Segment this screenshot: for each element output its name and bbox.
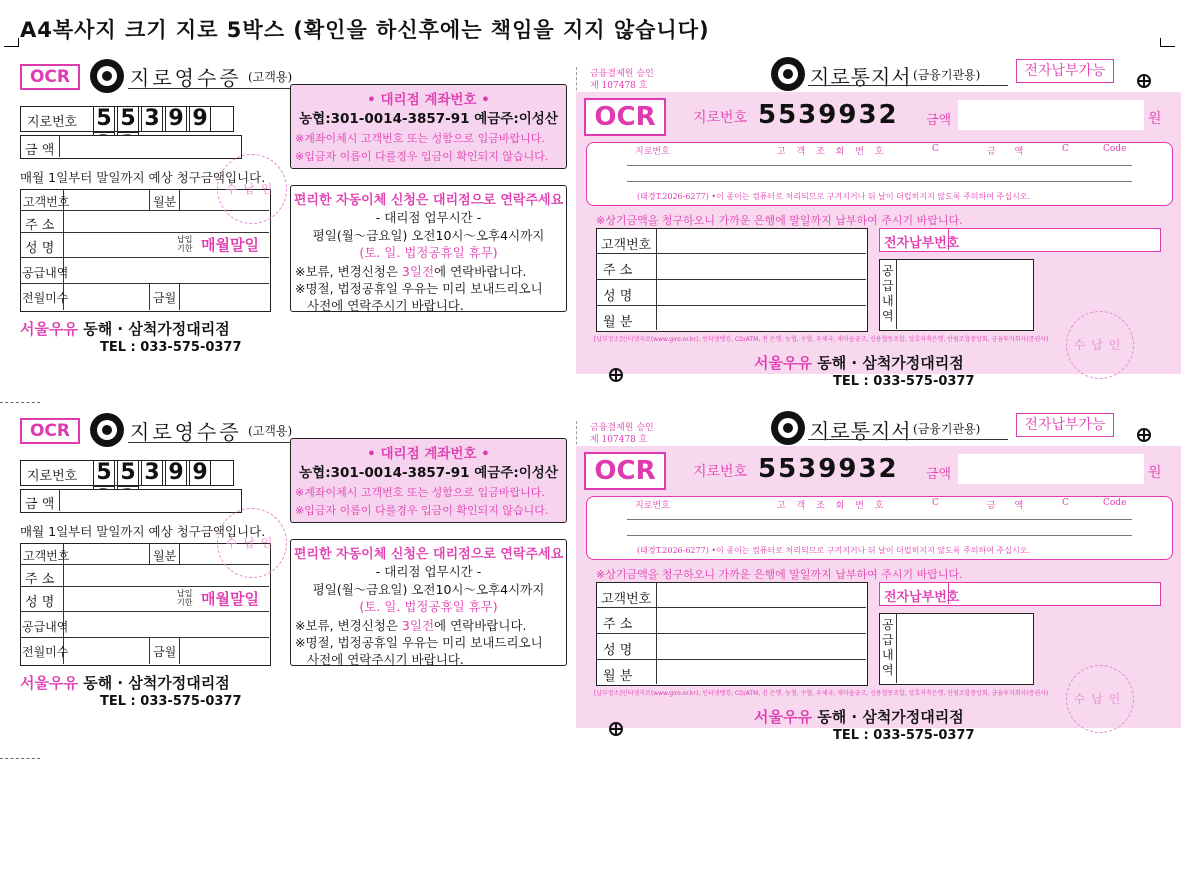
month-label: 월분 xyxy=(153,549,177,563)
col-giro: 지로번호 xyxy=(635,147,670,157)
col-amount: 금 액 xyxy=(987,501,1032,511)
due-small-label: 납입 기한 xyxy=(177,589,193,607)
this-month-label: 금월 xyxy=(153,291,177,305)
ocr-badge: OCR xyxy=(584,452,666,490)
agency-account-panel xyxy=(290,84,567,169)
note-text: ※보류, 변경신청은 xyxy=(295,264,402,279)
payment-places: [납부장소]인터넷지로(www.giro.or.kr), 인터넷뱅킹, CD/ATM, 전 은행, 농협, 수협, 우체국, 새마을금고, 신용협동조합, 상호저축은행, 산림조합중앙회, 금융투자회사(증권사) xyxy=(594,336,1049,343)
notice-giro-label: 지로번호 xyxy=(693,110,748,126)
col-c: C xyxy=(932,498,939,508)
notice-table xyxy=(596,582,868,686)
epay-number-box xyxy=(879,228,1161,252)
autopay-note-1 xyxy=(295,262,527,280)
note-text: ※보류, 변경신청은 xyxy=(295,618,402,633)
note-text: 에 연락바랍니다. xyxy=(434,618,527,633)
monthly-note: 매월 1일부터 말일까지 예상 청구금액입니다. xyxy=(20,524,266,539)
autopay-panel xyxy=(290,185,567,312)
crop-mark xyxy=(1160,38,1175,47)
notice-address: 주 소 xyxy=(603,263,633,278)
col-code: Code xyxy=(1103,498,1127,508)
agency-title: • 대리점 계좌번호 • xyxy=(367,446,490,462)
giro-logo-icon xyxy=(771,57,805,91)
digit: 3 xyxy=(141,106,163,132)
ocr-badge: OCR xyxy=(584,98,666,136)
digit: 9 xyxy=(189,460,211,486)
giro-form-set xyxy=(0,62,1181,422)
notice-title: 지로통지서 xyxy=(810,65,912,89)
divider xyxy=(59,136,60,157)
agency-title: • 대리점 계좌번호 • xyxy=(367,92,490,108)
title-underline xyxy=(808,85,1008,86)
notice-amount-label: 금액 xyxy=(926,467,952,482)
request-note: ※상기금액을 청구하오니 가까운 은행에 말일까지 납부하여 주시기 바랍니다. xyxy=(596,568,963,581)
epay-label: 전자납부번호 xyxy=(884,236,960,251)
receipt-stamp: 수납인 xyxy=(217,154,287,224)
due-value: 매월말일 xyxy=(201,236,259,254)
approval-line-2: 제 107478 호 xyxy=(590,81,648,91)
supply-box xyxy=(879,259,1034,331)
crop-mark xyxy=(4,38,19,47)
receipt-title: 지로영수증 xyxy=(130,66,242,90)
giro-number-box xyxy=(20,106,234,132)
digit: 5 xyxy=(93,460,115,486)
cut-line xyxy=(0,758,40,759)
note-text: 에 연락바랍니다. xyxy=(434,264,527,279)
brand-line xyxy=(20,318,230,339)
amount-label: 금 액 xyxy=(25,143,55,158)
hours-title: - 대리점 업무시간 - xyxy=(375,564,482,579)
name-label: 성 명 xyxy=(25,595,55,610)
notice-subtitle: (금융기관용) xyxy=(913,422,981,436)
cut-line xyxy=(0,402,40,403)
giro-number-label: 지로번호 xyxy=(27,469,78,484)
col-amount: 금 액 xyxy=(987,147,1032,157)
notice-giro-number: 5539932 xyxy=(758,454,899,484)
fine-print: (태경T.2026-6277) •이 종이는 컴퓨터로 처리되므로 구겨지거나 뒤 날이 더럽히지지 않도록 주의하여 주십시오. xyxy=(637,546,1030,555)
won-label: 원 xyxy=(1148,465,1162,481)
receipt-title: 지로영수증 xyxy=(130,420,242,444)
crosshair-icon xyxy=(609,368,623,382)
autopay-note-2: ※명절, 법정공휴일 우유는 미리 보내드리오니 xyxy=(295,635,543,650)
request-note: ※상기금액을 청구하오니 가까운 은행에 말일까지 납부하여 주시기 바랍니다. xyxy=(596,214,963,227)
seoul-milk-logo: 서울우유 xyxy=(20,320,78,338)
digit: 9 xyxy=(165,106,187,132)
giro-number-label: 지로번호 xyxy=(27,115,78,130)
crosshair-icon xyxy=(1137,74,1151,88)
brand-name: 동해 · 삼척가정대리점 xyxy=(83,674,230,692)
payment-places: [납부장소]인터넷지로(www.giro.or.kr), 인터넷뱅킹, CD/ATM, 전 은행, 농협, 수협, 우체국, 새마을금고, 신용협동조합, 상호저축은행, 산림조합중앙회, 금융투자회사(증권사) xyxy=(594,690,1049,697)
notice-amount-field xyxy=(958,100,1144,130)
notice-name: 성 명 xyxy=(603,289,633,304)
notice-stamp: 수납인 xyxy=(1066,665,1134,733)
autopay-note-3: 사전에 연락주시기 바랍니다. xyxy=(307,652,464,667)
brand-name: 동해 · 삼척가정대리점 xyxy=(817,708,964,726)
receipt-stamp: 수납인 xyxy=(217,508,287,578)
agency-note-1: ※계좌이체시 고객번호 또는 성함으로 입금바랍니다. xyxy=(295,486,545,499)
epay-number-box xyxy=(879,582,1161,606)
address-label: 주 소 xyxy=(25,218,55,233)
supply-box xyxy=(879,613,1034,685)
tel: TEL : 033-575-0377 xyxy=(833,728,975,743)
giro-logo-icon xyxy=(90,413,124,447)
crosshair-icon xyxy=(1137,428,1151,442)
col-code: Code xyxy=(1103,144,1127,154)
brand-name: 동해 · 삼척가정대리점 xyxy=(817,354,964,372)
digit: 9 xyxy=(189,106,211,132)
notice-name: 성 명 xyxy=(603,643,633,658)
amount-label: 금 액 xyxy=(25,497,55,512)
tel: TEL : 033-575-0377 xyxy=(100,340,242,355)
giro-number-box xyxy=(20,460,234,486)
crosshair-icon xyxy=(609,722,623,736)
giro-logo-icon xyxy=(90,59,124,93)
col-giro: 지로번호 xyxy=(635,501,670,511)
notice-giro-number: 5539932 xyxy=(758,100,899,130)
giro-form-set xyxy=(0,416,1181,776)
due-value: 매월말일 xyxy=(201,590,259,608)
seoul-milk-logo: 서울우유 xyxy=(20,674,78,692)
agency-note-2: ※입금자 이름이 다를경우 입금이 확인되지 않습니다. xyxy=(295,150,549,163)
receipt-subtitle: (고객용) xyxy=(248,424,293,438)
this-month-label: 금월 xyxy=(153,645,177,659)
hours-title: - 대리점 업무시간 - xyxy=(375,210,482,225)
holiday: (토. 일. 법정공휴일 휴무) xyxy=(359,599,498,614)
giro-logo-icon xyxy=(771,411,805,445)
notice-table xyxy=(596,228,868,332)
hours: 평일(월～금요일) 오전10시～오후4시까지 xyxy=(312,582,545,597)
title-underline xyxy=(128,442,298,443)
notice-month: 월 분 xyxy=(603,669,633,684)
receipt-subtitle: (고객용) xyxy=(248,70,293,84)
approval-line-2: 제 107478 호 xyxy=(590,435,648,445)
monthly-note: 매월 1일부터 말일까지 예상 청구금액입니다. xyxy=(20,170,266,185)
agency-account: 농협:301-0014-3857-91 예금주:이성산 xyxy=(299,465,558,481)
supply-label: 공급내역 xyxy=(22,620,69,634)
autopay-note-2: ※명절, 법정공휴일 우유는 미리 보내드리오니 xyxy=(295,281,543,296)
autopay-note-1 xyxy=(295,616,527,634)
supply-label: 공급내역 xyxy=(22,266,69,280)
agency-note-2: ※입금자 이름이 다를경우 입금이 확인되지 않습니다. xyxy=(295,504,549,517)
supply-label: 공급내역 xyxy=(882,264,894,323)
epay-label: 전자납부번호 xyxy=(884,590,960,605)
tel: TEL : 033-575-0377 xyxy=(833,374,975,389)
brand-name: 동해 · 삼척가정대리점 xyxy=(83,320,230,338)
month-label: 월분 xyxy=(153,195,177,209)
digit: 9 xyxy=(165,460,187,486)
hours: 평일(월～금요일) 오전10시～오후4시까지 xyxy=(312,228,545,243)
note-emphasis: 3일전 xyxy=(401,618,435,633)
prev-unpaid-label: 전월미수 xyxy=(22,645,69,659)
notice-amount-label: 금액 xyxy=(926,113,952,128)
col-customer: 고 객 조 회 번 호 xyxy=(777,501,888,511)
brand-line xyxy=(20,672,230,693)
col-c: C xyxy=(1062,498,1069,508)
notice-subtitle: (금융기관용) xyxy=(913,68,981,82)
supply-label: 공급내역 xyxy=(882,618,894,677)
autopay-panel xyxy=(290,539,567,666)
notice-customer-no: 고객번호 xyxy=(601,592,652,607)
seoul-milk-logo: 서울우유 xyxy=(754,354,812,372)
divider xyxy=(59,490,60,511)
brand-line xyxy=(754,352,964,373)
amount-box xyxy=(20,489,242,513)
page-header: A4복사지 크기 지로 5박스 (확인을 하신후에는 책임을 지지 않습니다) xyxy=(20,18,710,42)
name-label: 성 명 xyxy=(25,241,55,256)
digit: 5 xyxy=(117,106,139,132)
autopay-title: 편리한 자동이체 신청은 대리점으로 연락주세요 xyxy=(293,193,564,208)
col-customer: 고 객 조 회 번 호 xyxy=(777,147,888,157)
agency-account: 농협:301-0014-3857-91 예금주:이성산 xyxy=(299,111,558,127)
notice-amount-field xyxy=(958,454,1144,484)
approval-line-1: 금융결제원 승인 xyxy=(590,423,654,433)
won-label: 원 xyxy=(1148,111,1162,127)
title-underline xyxy=(808,439,1008,440)
note-emphasis: 3일전 xyxy=(401,264,435,279)
due-small-label: 납입 기한 xyxy=(177,235,193,253)
notice-customer-no: 고객번호 xyxy=(601,238,652,253)
autopay-note-3: 사전에 연락주시기 바랍니다. xyxy=(307,298,464,313)
tel: TEL : 033-575-0377 xyxy=(100,694,242,709)
notice-title: 지로통지서 xyxy=(810,419,912,443)
col-c: C xyxy=(932,144,939,154)
notice-stamp: 수납인 xyxy=(1066,311,1134,379)
title-underline xyxy=(128,88,298,89)
agency-note-1: ※계좌이체시 고객번호 또는 성함으로 입금바랍니다. xyxy=(295,132,545,145)
agency-account-panel xyxy=(290,438,567,523)
epay-badge: 전자납부가능 xyxy=(1016,413,1114,437)
notice-address: 주 소 xyxy=(603,617,633,632)
ocr-line-box xyxy=(586,142,1173,206)
seoul-milk-logo: 서울우유 xyxy=(754,708,812,726)
notice-month: 월 분 xyxy=(603,315,633,330)
notice-giro-label: 지로번호 xyxy=(693,464,748,480)
amount-box xyxy=(20,135,242,159)
digit: 5 xyxy=(117,460,139,486)
autopay-title: 편리한 자동이체 신청은 대리점으로 연락주세요 xyxy=(293,547,564,562)
holiday: (토. 일. 법정공휴일 휴무) xyxy=(359,245,498,260)
ocr-badge: OCR xyxy=(20,64,80,90)
digit: 5 xyxy=(93,106,115,132)
approval-line-1: 금융결제원 승인 xyxy=(590,69,654,79)
customer-no-label: 고객번호 xyxy=(23,549,70,563)
ocr-line-box xyxy=(586,496,1173,560)
ocr-badge: OCR xyxy=(20,418,80,444)
fine-print: (태경T.2026-6277) •이 종이는 컴퓨터로 처리되므로 구겨지거나 뒤 날이 더럽히지지 않도록 주의하여 주십시오. xyxy=(637,192,1030,201)
epay-badge: 전자납부가능 xyxy=(1016,59,1114,83)
col-c: C xyxy=(1062,144,1069,154)
brand-line xyxy=(754,706,964,727)
customer-no-label: 고객번호 xyxy=(23,195,70,209)
prev-unpaid-label: 전월미수 xyxy=(22,291,69,305)
address-label: 주 소 xyxy=(25,572,55,587)
digit: 3 xyxy=(141,460,163,486)
